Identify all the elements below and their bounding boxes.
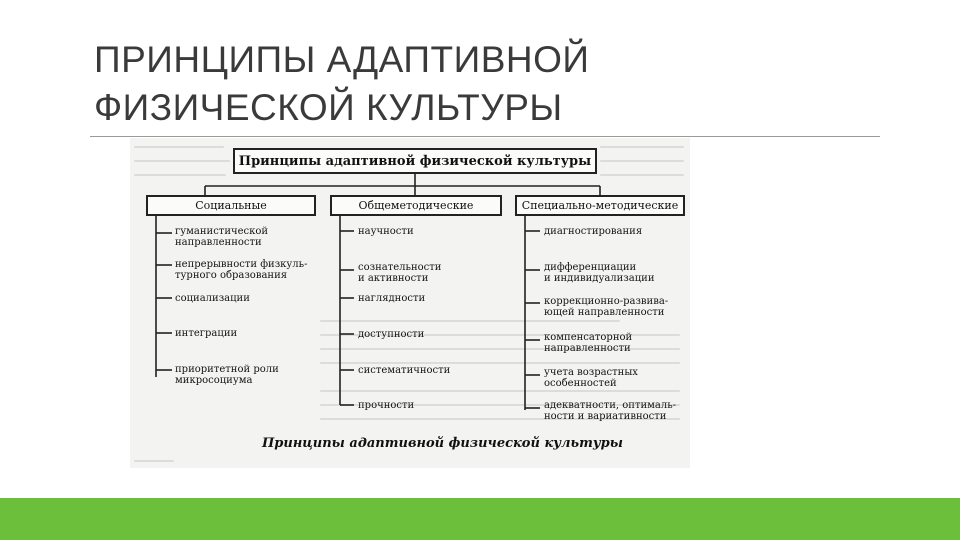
social-item: приоритетной роли микросоциума xyxy=(175,364,279,386)
slide-title-line-2: ФИЗИЧЕСКОЙ КУЛЬТУРЫ xyxy=(94,87,563,128)
footer-bar xyxy=(0,498,960,540)
social-item: интеграции xyxy=(175,328,238,339)
general-item: систематичности xyxy=(358,365,451,376)
special-item: адекватности, оптималь- ности и вариативности xyxy=(544,400,677,422)
slide-title-line-1: ПРИНЦИПЫ АДАПТИВНОЙ xyxy=(94,39,590,80)
general-item: научности xyxy=(358,226,414,237)
social-item: непрерывности физкуль- турного образования xyxy=(175,259,308,281)
general-item: прочности xyxy=(358,400,415,411)
special-item: диагностирования xyxy=(544,226,643,237)
special-item: компенсаторной направленности xyxy=(544,332,633,354)
category-general-box: Общеметодические xyxy=(330,195,502,216)
special-item: учета возрастных особенностей xyxy=(544,367,638,389)
figure-caption: Принципы адаптивной физической культуры xyxy=(262,436,623,451)
social-item: социализации xyxy=(175,293,250,304)
category-special-box: Специально-методические xyxy=(515,195,685,216)
special-item: дифференциации и индивидуализации xyxy=(544,262,655,284)
general-item: сознательности и активности xyxy=(358,262,442,284)
general-item: наглядности xyxy=(358,293,426,304)
general-item: доступности xyxy=(358,329,425,340)
social-item: гуманистической направленности xyxy=(175,226,269,248)
diagram-root-box: Принципы адаптивной физической культуры xyxy=(233,148,597,174)
category-social-box: Социальные xyxy=(146,195,316,216)
special-item: коррекционно-развива- ющей направленности xyxy=(544,296,669,318)
